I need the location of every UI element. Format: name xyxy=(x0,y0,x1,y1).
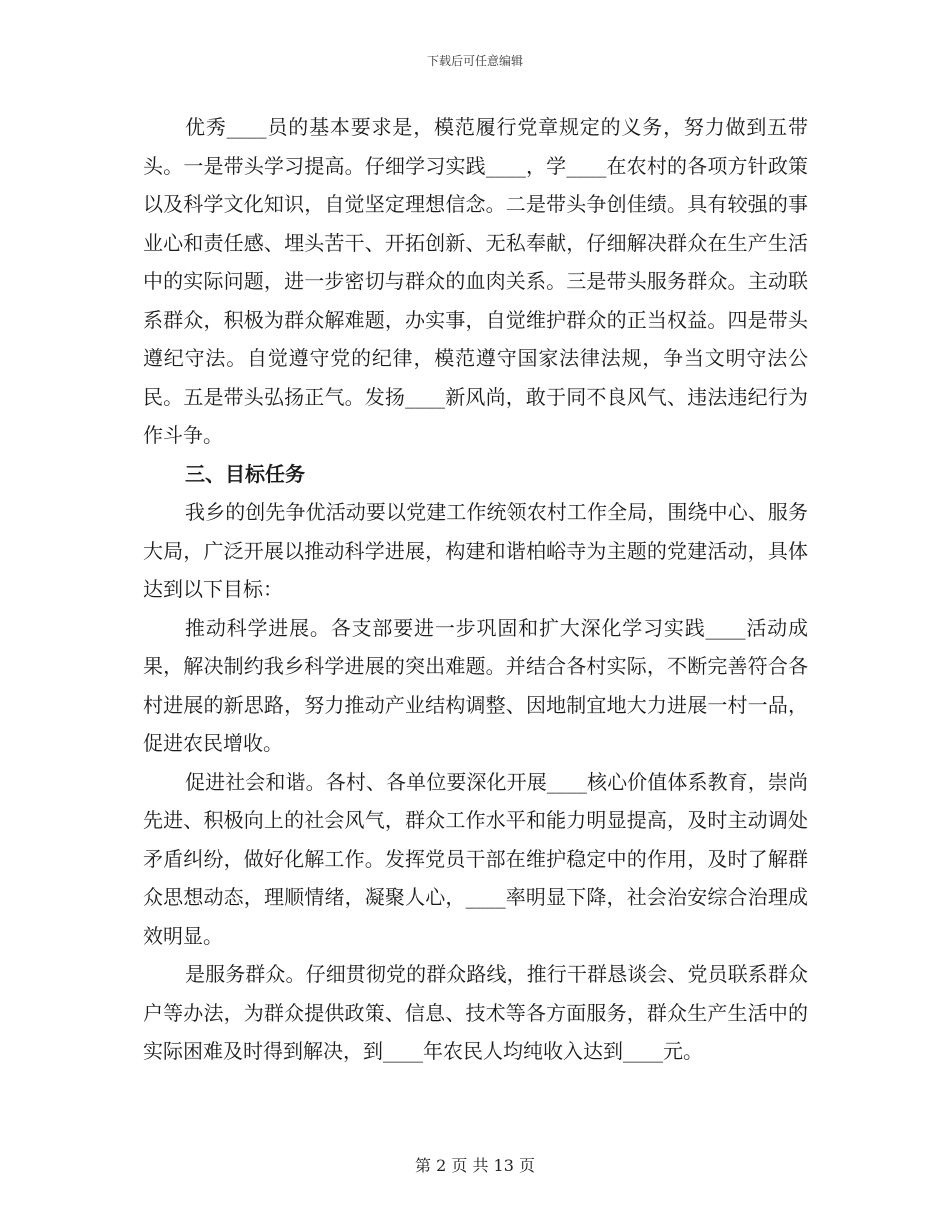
paragraph-goals-intro: 我乡的创先争优活动要以党建工作统领农村工作全局，围绕中心、服务大局，广泛开展以推动科学进展，构建和谐柏峪寺为主题的党建活动，具体达到以下目标： xyxy=(143,500,808,601)
paragraph-science-development: 推动科学进展。各支部要进一步巩固和扩大深化学习实践____活动成果，解决制约我乡科学进展的突出难题。并结合各村实际，不断完善符合各村进展的新思路，努力推动产业结构调整、因地制宜地大力进展一村一品，促进农民增收。 xyxy=(143,615,808,755)
header-note: 下载后可任意编辑 xyxy=(426,54,523,68)
document-body xyxy=(143,108,808,1071)
paragraph-social-harmony: 促进社会和谐。各村、各单位要深化开展____核心价值体系教育，崇尚先进、积极向上的社会风气，群众工作水平和能力明显提高，及时主动调处矛盾纠纷，做好化解工作。发挥党员干部在维护稳定中的作用，及时了解群众思想动态，理顺情绪，凝聚人心，____率明显下降，社会治安综合治理成效明显。 xyxy=(143,769,808,948)
paragraph-requirements: 优秀____员的基本要求是，模范履行党章规定的义务，努力做到五带头。一是带头学习提高。仔细学习实践____，学____在农村的各项方针政策以及科学文化知识，自觉坚定理想信念。二是带头争创佳绩。具有较强的事业心和责任感、埋头苦干、开拓创新、无私奉献，仔细解决群众在生产生活中的实际问题，进一步密切与群众的血肉关系。三是带头服务群众。主动联系群众，积极为群众解难题，办实事，自觉维护群众的正当权益。四是带头遵纪守法。自觉遵守党的纪律，模范遵守国家法律法规，争当文明守法公民。五是带头弘扬正气。发扬____新风尚，敢于同不良风气、违法违纪行为作斗争。 xyxy=(143,115,808,447)
paragraph-serve-masses: 是服务群众。仔细贯彻党的群众路线，推行干群恳谈会、党员联系群众户等办法，为群众提供政策、信息、技术等各方面服务，群众生产生活中的实际困难及时得到解决，到____年农民人均纯收入达到____元。 xyxy=(143,962,808,1063)
page-number: 第 2 页 共 13 页 xyxy=(415,1156,535,1175)
section-heading-goals: 三、目标任务 xyxy=(185,461,305,486)
